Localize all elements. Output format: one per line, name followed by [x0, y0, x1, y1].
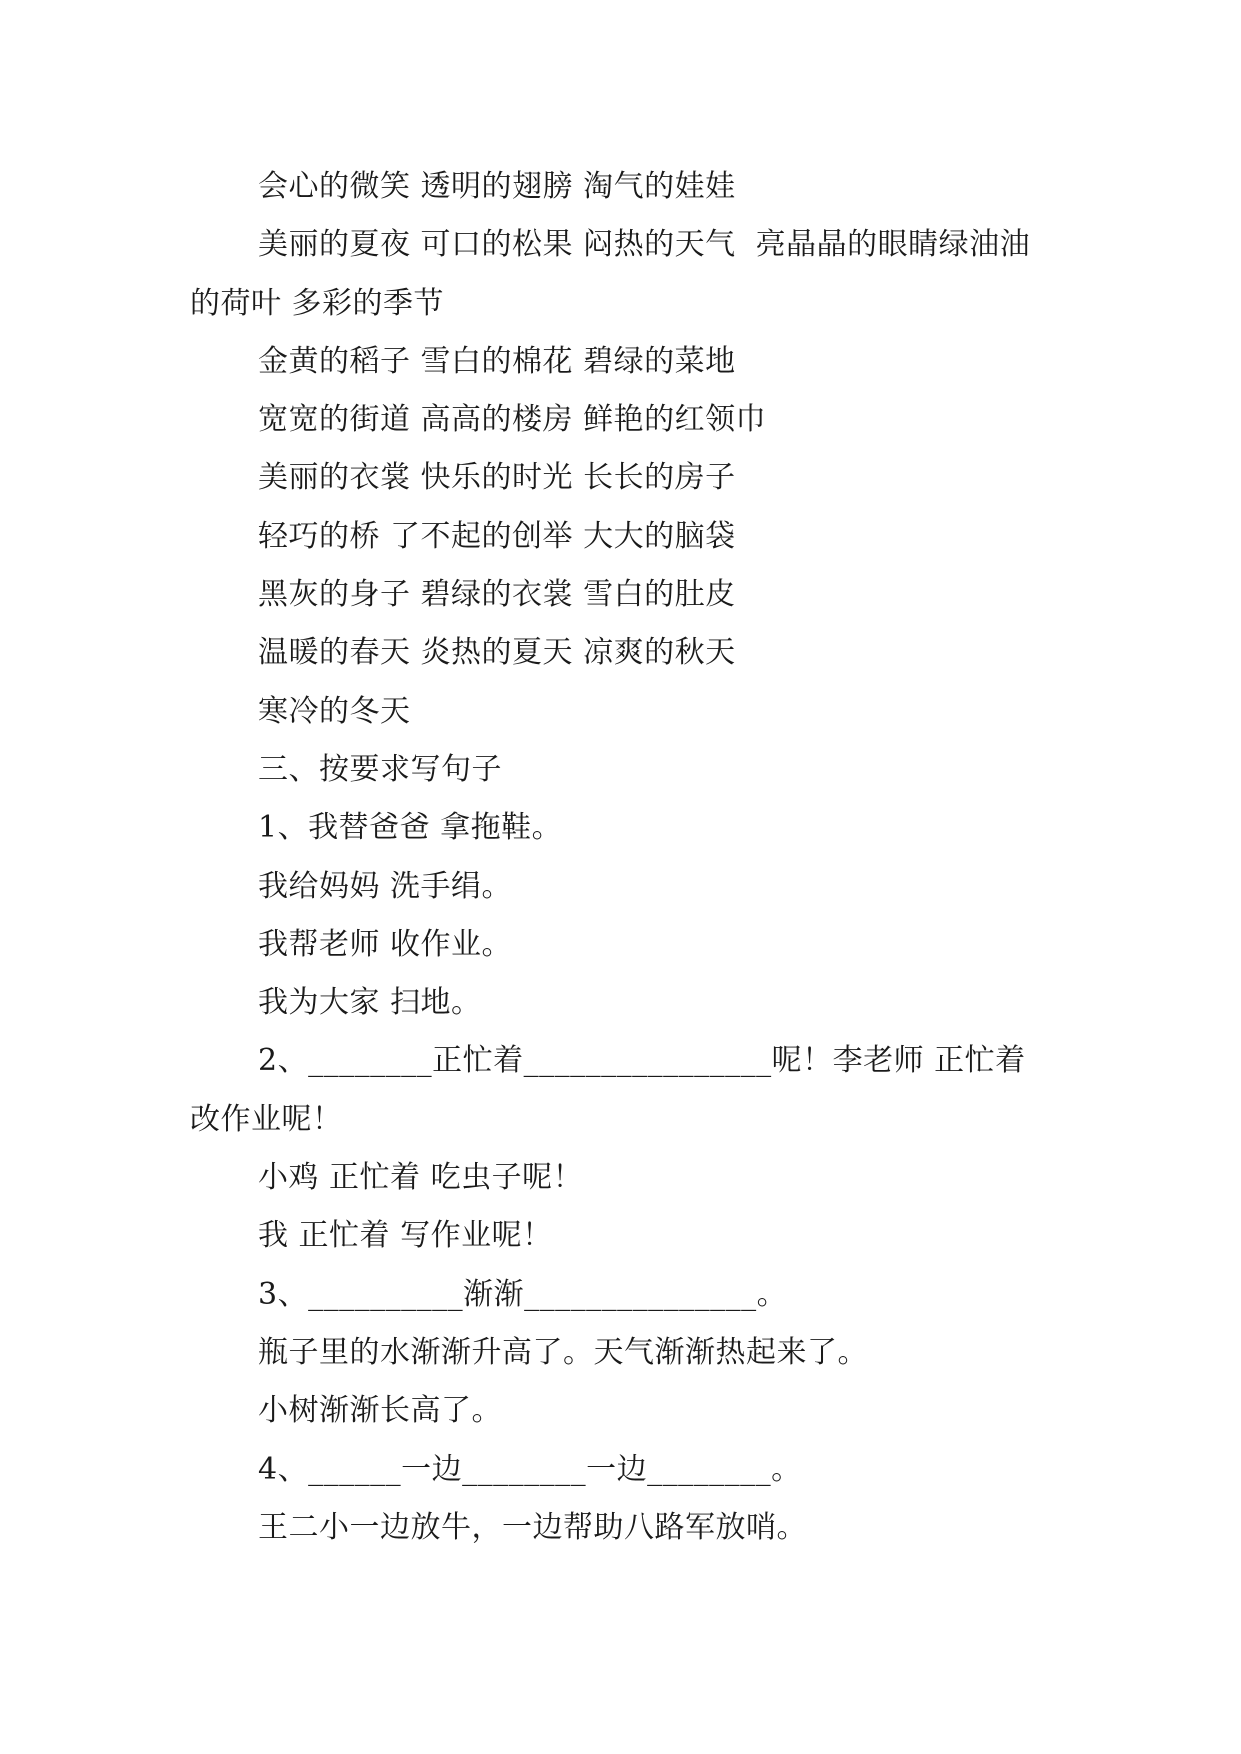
exercise-line: 3、__________渐渐_______________。: [258, 1276, 788, 1312]
phrase-line: 温暖的春天 炎热的夏天 凉爽的秋天: [258, 635, 736, 671]
phrase-line: 美丽的衣裳 快乐的时光 长长的房子: [258, 460, 736, 496]
exercise-line: 瓶子里的水渐渐升高了。天气渐渐热起来了。: [258, 1334, 868, 1370]
phrase-line: 轻巧的桥 了不起的创举 大大的脑袋: [258, 518, 736, 554]
phrase-line: 美丽的夏夜 可口的松果 闷热的天气 亮晶晶的眼睛绿油油的荷叶 多彩的季节: [190, 227, 1031, 321]
exercise-line: 我帮老师 收作业。: [258, 926, 513, 962]
phrase-line: 寒冷的冬天: [258, 693, 411, 729]
phrase-line: 金黄的稻子 雪白的棉花 碧绿的菜地: [258, 343, 736, 379]
exercise-line: 1、我替爸爸 拿拖鞋。: [258, 810, 563, 846]
exercise-line: 王二小一边放牛，一边帮助八路军放哨。: [258, 1509, 807, 1545]
section-heading: 三、按要求写句子: [258, 751, 502, 787]
exercise-line: 我 正忙着 写作业呢！: [258, 1218, 553, 1254]
exercise-line: 我为大家 扫地。: [258, 985, 482, 1021]
exercise-line: 我给妈妈 洗手绢。: [258, 868, 513, 904]
exercise-line: 小树渐渐长高了。: [258, 1393, 502, 1429]
phrase-line: 会心的微笑 透明的翅膀 淘气的娃娃: [258, 169, 736, 204]
exercise-line: 2、________正忙着________________呢！李老师 正忙着 改作业呢！: [190, 1043, 1036, 1137]
exercise-line: 小鸡 正忙着 吃虫子呢！: [258, 1160, 584, 1196]
phrase-line: 黑灰的身子 碧绿的衣裳 雪白的肚皮: [258, 577, 736, 613]
exercise-line: 4、______一边________一边________。: [258, 1451, 802, 1487]
document-body: [190, 158, 1056, 1557]
phrase-line: 宽宽的街道 高高的楼房 鲜艳的红领巾: [258, 402, 767, 438]
